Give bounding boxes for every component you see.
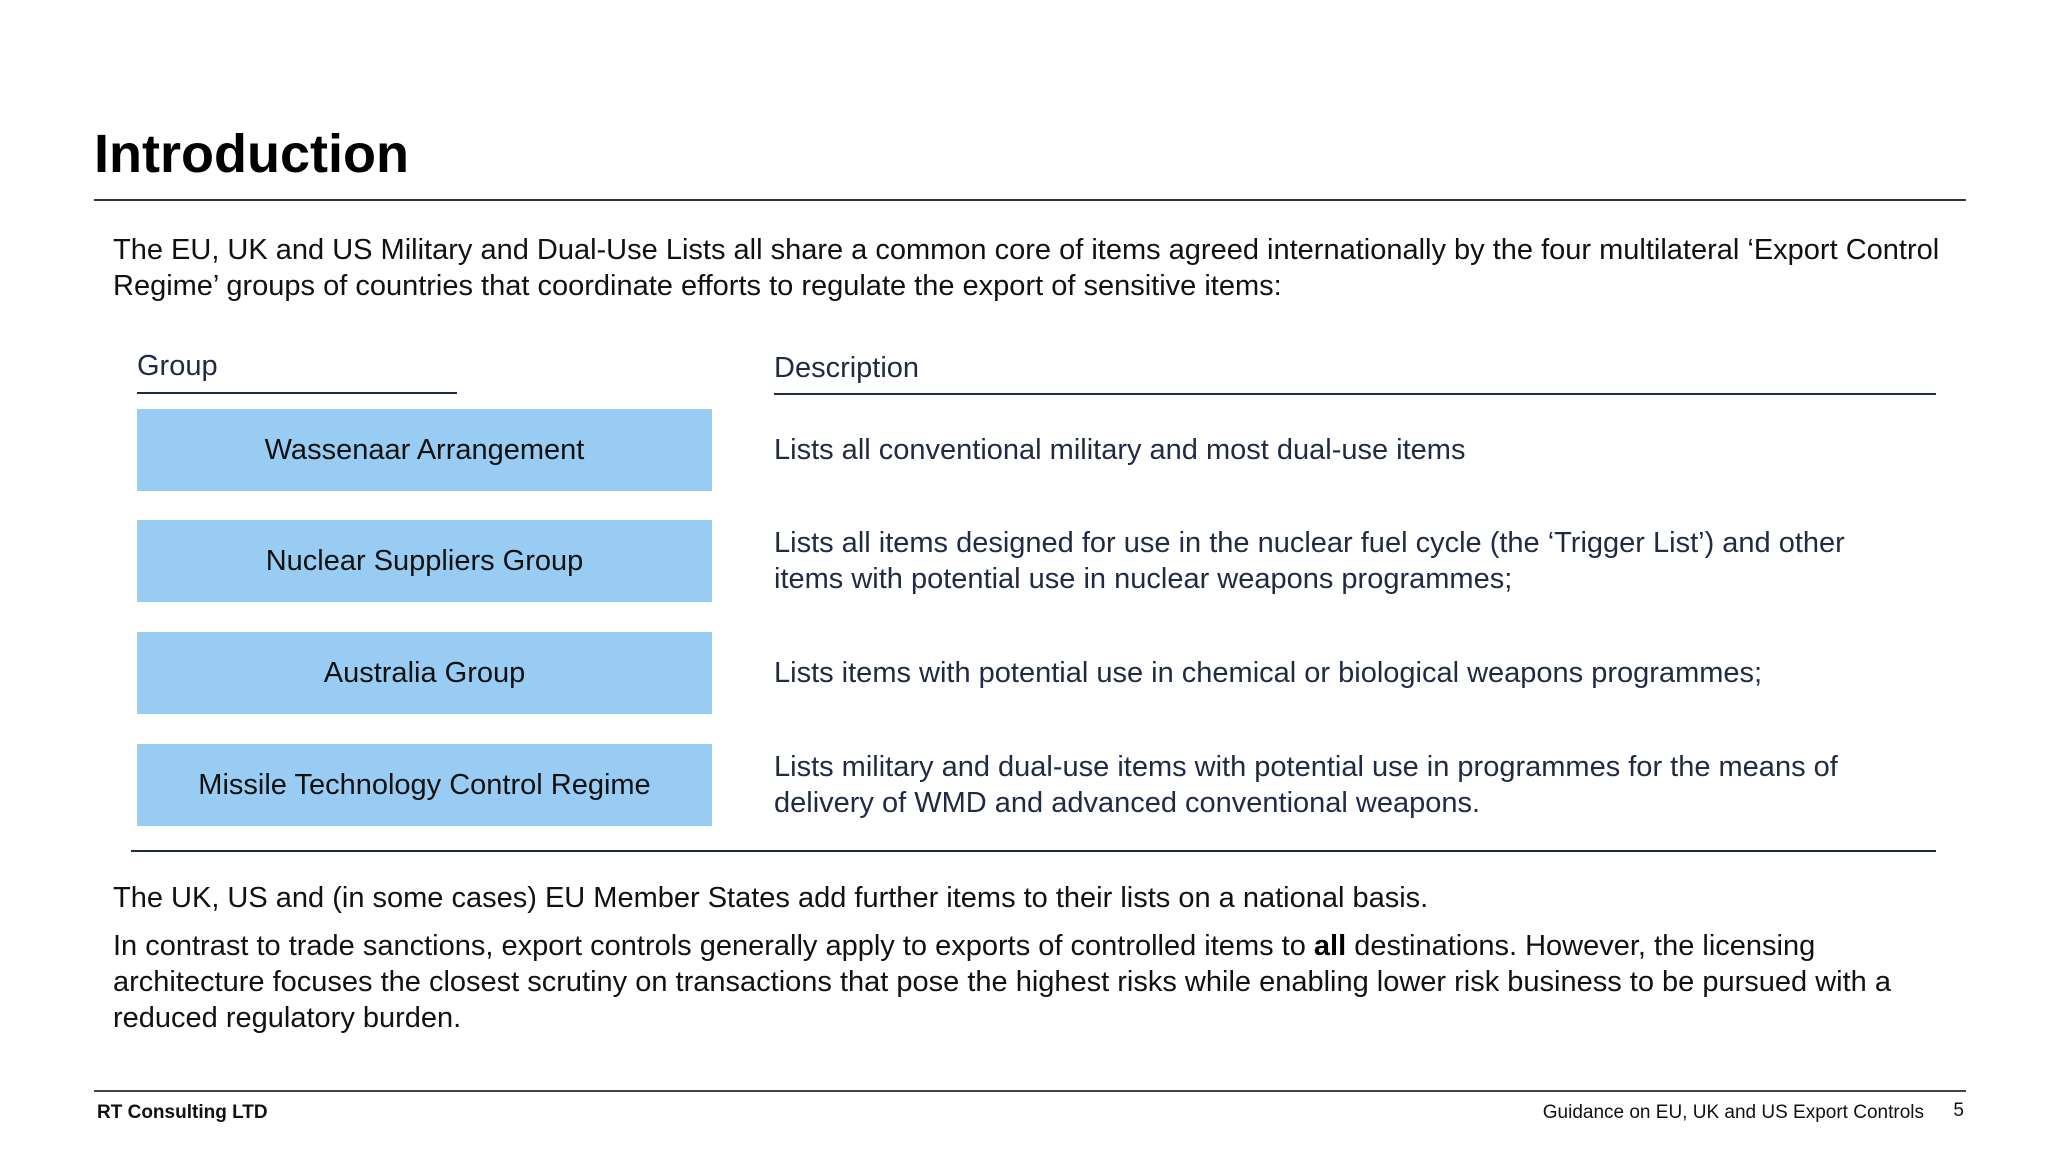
description-mtcr [774, 744, 1894, 826]
description-text: Lists all items designed for use in the nuclear fuel cycle (the ‘Trigger List’) and other items with potential use in nuclear weapons programmes; [774, 527, 1845, 595]
national-basis-paragraph: The UK, US and (in some cases) EU Member States add further items to their lists on a national basis. [113, 882, 1429, 914]
slide-title: Introduction [94, 124, 409, 184]
description-australia [774, 632, 1894, 714]
contrast-paragraph [113, 928, 1963, 1036]
group-column-header: Group [137, 350, 218, 382]
group-box-nuclear-suppliers: Nuclear Suppliers Group [137, 520, 712, 602]
page-number: 5 [1953, 1100, 1964, 1121]
description-header-underline [774, 393, 1936, 395]
footer-divider [94, 1090, 1966, 1092]
group-box-australia: Australia Group [137, 632, 712, 714]
footer-company: RT Consulting LTD [97, 1102, 268, 1123]
contrast-text-end: destinations. However, the licensing architecture focuses the closest scrutiny on transactions that pose the highest risks while enabling lower risk business to be pursued with a reduced regulatory burden. [113, 930, 1891, 1034]
description-text: Lists all conventional military and most dual-use items [774, 434, 1466, 466]
group-box-wassenaar: Wassenaar Arrangement [137, 409, 712, 491]
table-bottom-divider [131, 850, 1936, 852]
description-text: Lists military and dual-use items with potential use in programmes for the means of delivery of WMD and advanced conventional weapons. [774, 751, 1838, 819]
footer-document-title: Guidance on EU, UK and US Export Controls [1542, 1102, 1924, 1123]
description-wassenaar [774, 409, 1894, 491]
group-header-underline [137, 392, 457, 394]
intro-paragraph: The EU, UK and US Military and Dual-Use Lists all share a common core of items agreed internationally by the four multilateral ‘Export Control Regime’ groups of countries that coordinate efforts to regulate the export of sensitive items: [113, 234, 1940, 302]
contrast-emphasis: all [1313, 930, 1347, 962]
contrast-text-start: In contrast to trade sanctions, export controls generally apply to exports of controlled items to [113, 930, 1314, 962]
description-text: Lists items with potential use in chemical or biological weapons programmes; [774, 657, 1763, 689]
group-box-mtcr: Missile Technology Control Regime [137, 744, 712, 826]
description-column-header: Description [774, 352, 920, 384]
title-divider [94, 199, 1966, 201]
description-nuclear-suppliers [774, 520, 1894, 602]
